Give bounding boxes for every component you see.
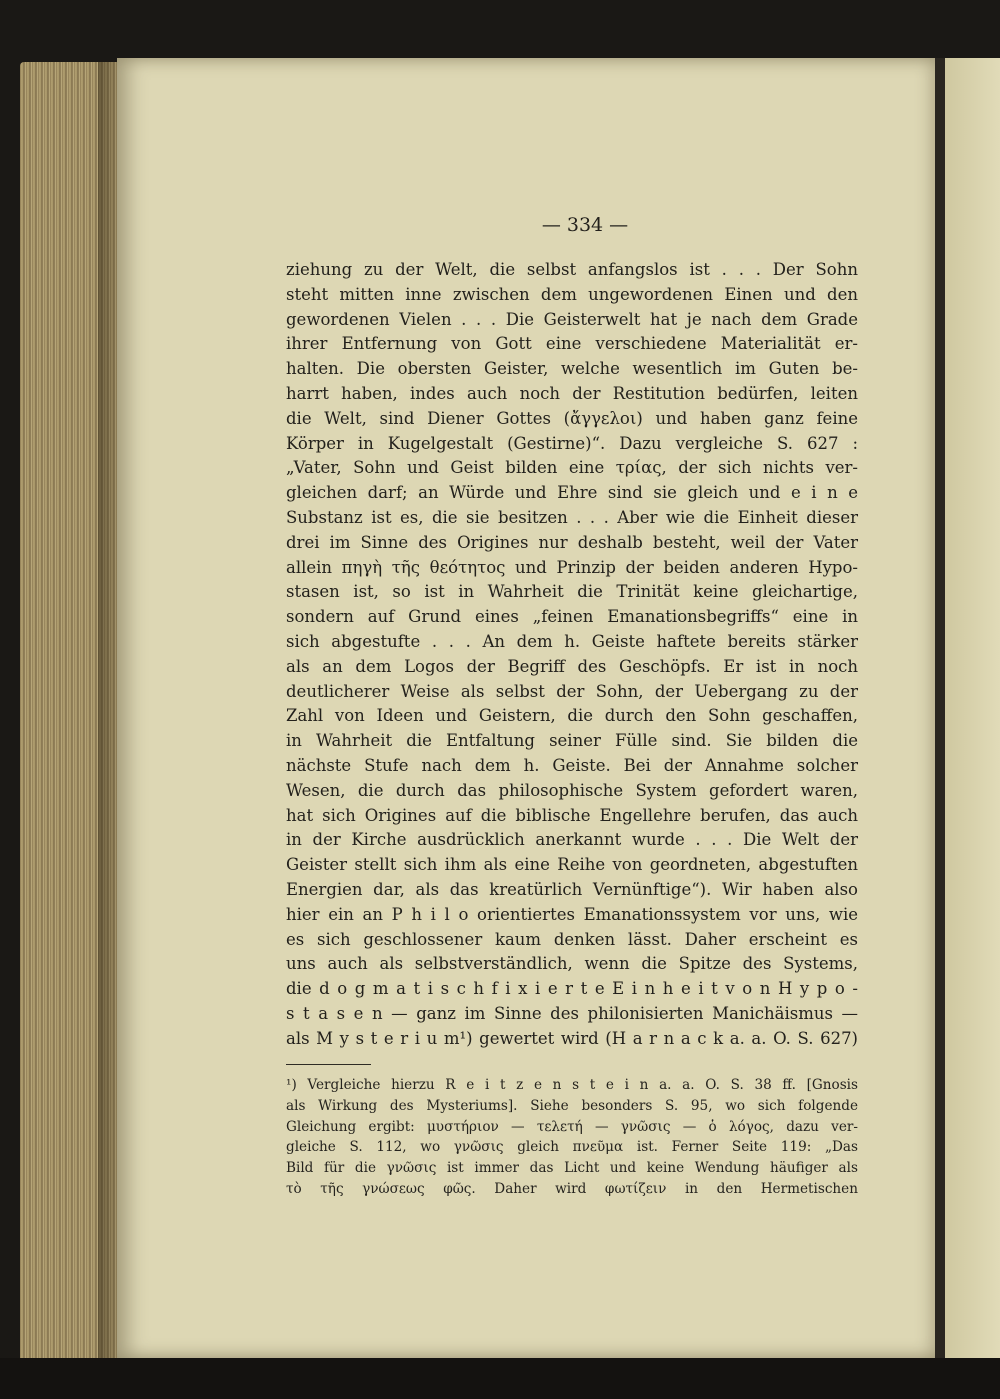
body-line: deutlicherer Weise als selbst der Sohn, der Uebergang zu der — [286, 681, 858, 701]
footnote-line: als Wirkung des Mysteriums]. Siehe besonders S. 95, wo sich folgende — [286, 1097, 858, 1114]
body-line: Körper in Kugelgestalt (Gestirne)“. Dazu vergleiche S. 627 : — [286, 433, 858, 453]
footnotes — [286, 1075, 858, 1200]
body-line: Geister stellt sich ihm als eine Reihe von geordneten, abgestuften — [286, 855, 858, 875]
body-line: uns auch als selbstverständlich, wenn die Spitze des Systems, — [286, 954, 858, 974]
body-line: sondern auf Grund eines „feinen Emanationsbegriffs“ eine in — [286, 607, 858, 627]
body-line: „Vater, Sohn und Geist bilden eine τρίας, der sich nichts ver- — [286, 458, 858, 478]
body-line: allein πηγὴ τῆς θεότητος und Prinzip der beiden anderen Hypo- — [286, 557, 858, 577]
body-line: steht mitten inne zwischen dem ungewordenen Einen und den — [286, 284, 858, 304]
body-line: es sich geschlossener kaum denken lässt. Daher erscheint es — [286, 929, 858, 949]
body-line: Energien dar, als das kreatürlich Vernünftige“). Wir haben also — [286, 879, 858, 899]
body-line: gewordenen Vielen . . . Die Geisterwelt hat je nach dem Grade — [286, 309, 858, 329]
body-line: ziehung zu der Welt, die selbst anfangslos ist . . . Der Sohn — [286, 260, 858, 279]
footnote-line: Gleichung ergibt: μυστήριον — τελετή — γνῶσις — ὁ λόγος, dazu ver- — [286, 1118, 858, 1135]
body-line: die d o g m a t i s c h f i x i e r t e E i n h e i t v o n H y p o - — [286, 979, 858, 999]
page-number: — 334 — — [541, 214, 629, 236]
facing-page-edge — [945, 58, 1000, 1358]
body-line: in Wahrheit die Entfaltung seiner Fülle sind. Sie bilden die — [286, 731, 858, 751]
body-line: harrt haben, indes auch noch der Restitution bedürfen, leiten — [286, 383, 858, 403]
body-line: Zahl von Ideen und Geistern, die durch den Sohn geschaffen, — [286, 706, 858, 726]
body-line: Wesen, die durch das philosophische System gefordert waren, — [286, 780, 858, 800]
body-line: gleichen darf; an Würde und Ehre sind sie gleich und e i n e — [286, 483, 858, 503]
body-line: in der Kirche ausdrücklich anerkannt wurde . . . Die Welt der — [286, 830, 858, 850]
body-line: als M y s t e r i u m¹) gewertet wird (H a r n a c k a. a. O. S. 627) — [286, 1028, 858, 1048]
body-text — [286, 258, 858, 1052]
footnote-separator — [286, 1064, 371, 1065]
body-line: hat sich Origines auf die biblische Engellehre berufen, das auch — [286, 805, 858, 825]
footnote-line: gleiche S. 112, wo γνῶσις gleich πνεῦμα ist. Ferner Seite 119: „Das — [286, 1139, 858, 1156]
body-line: ihrer Entfernung von Gott eine verschiedene Materialität er- — [286, 334, 858, 354]
body-line: als an dem Logos der Begriff des Geschöpfs. Er ist in noch — [286, 656, 858, 676]
body-line: hier ein an P h i l o orientiertes Emanationssystem vor uns, wie — [286, 904, 858, 924]
body-line: stasen ist, so ist in Wahrheit die Trinität keine gleichartige, — [286, 582, 858, 602]
body-line: nächste Stufe nach dem h. Geiste. Bei der Annahme solcher — [286, 755, 858, 775]
body-line: drei im Sinne des Origines nur deshalb besteht, weil der Vater — [286, 532, 858, 552]
body-line: die Welt, sind Diener Gottes (ἄγγελοι) und haben ganz feine — [286, 408, 858, 428]
body-line: Substanz ist es, die sie besitzen . . . Aber wie die Einheit dieser — [286, 507, 858, 527]
body-line: s t a s e n — ganz im Sinne des philonisierten Manichäismus — — [286, 1003, 858, 1023]
book-gutter — [935, 58, 945, 1358]
body-line: halten. Die obersten Geister, welche wesentlich im Guten be- — [286, 359, 858, 379]
scan-background — [0, 1358, 1000, 1399]
footnote-line: Bild für die γνῶσις ist immer das Licht und keine Wendung häufiger als — [286, 1160, 858, 1177]
footnote-line: τὸ τῆς γνώσεως φῶς. Daher wird φωτίζειν in den Hermetischen — [286, 1180, 858, 1197]
body-line: sich abgestufte . . . An dem h. Geiste haftete bereits stärker — [286, 631, 858, 651]
footnote-line: ¹) Vergleiche hierzu R e i t z e n s t e i n a. a. O. S. 38 ff. [Gnosis — [286, 1077, 858, 1093]
